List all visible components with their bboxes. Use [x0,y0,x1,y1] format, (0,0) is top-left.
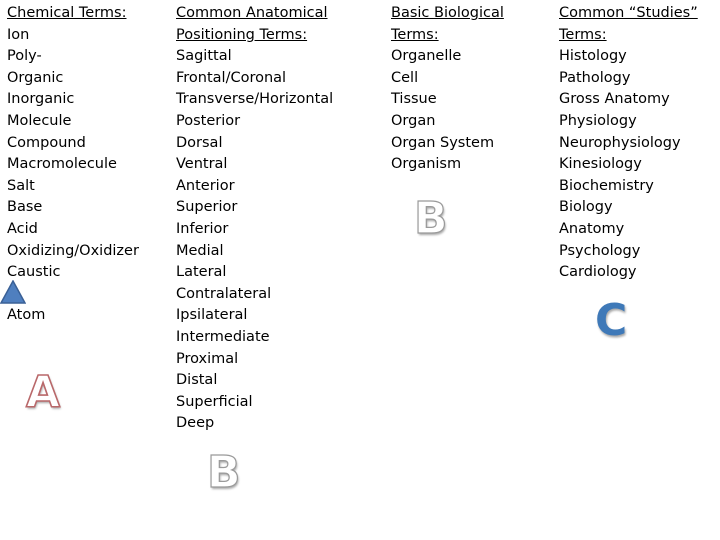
list-item: Medial [176,242,224,259]
list-item: Superior [176,199,238,216]
list-item: Inorganic [7,91,75,108]
list-item: Cell [391,69,419,86]
chemical-terms-column [7,3,139,327]
list-item: Tissue [391,91,437,108]
biological-terms-heading-line1: Basic Biological [391,5,504,21]
list-item: Biochemistry [559,177,654,194]
list-item: Posterior [176,112,241,129]
studies-terms-column [559,3,698,284]
list-item: Salt [7,177,35,194]
list-item: Molecule [7,112,72,129]
list-item: Superficial [176,393,253,410]
list-item: Pathology [559,69,631,86]
list-item: Organ [391,112,436,129]
list-gap [7,284,139,306]
anatomical-terms-column [176,3,333,435]
list-item: Physiology [559,112,637,129]
triangle-shape [1,281,25,303]
list-item: Proximal [176,350,239,367]
studies-terms-list [559,46,698,284]
list-item: Psychology [559,242,641,259]
list-item: Macromolecule [7,156,117,173]
anatomical-terms-heading-line2: Positioning Terms: [176,26,308,43]
anatomical-terms-heading-line1: Common Anatomical [176,5,328,21]
list-item: Transverse/Horizontal [176,91,334,108]
anatomical-terms-list [176,46,333,435]
triangle-icon [0,280,26,304]
letter-a-mark: A [26,367,61,418]
list-item: Distal [176,372,218,389]
list-item: Intermediate [176,328,270,345]
list-item: Ventral [176,156,228,173]
list-item: Inferior [176,220,229,237]
list-item: Caustic [7,264,61,281]
list-item: Organ System [391,134,495,151]
list-item: Organism [391,156,462,173]
list-item: Contralateral [176,285,272,302]
list-item: Poly- [7,48,42,65]
list-item: Frontal/Coronal [176,69,287,86]
list-item: Acid [7,220,38,237]
studies-terms-heading-line1: Common “Studies” [559,5,698,21]
list-item: Anatomy [559,220,625,237]
list-item: Kinesiology [559,156,642,173]
letter-c-mark: C [595,295,628,346]
list-item: Base [7,199,43,216]
biological-terms-list [391,46,504,176]
list-item: Deep [176,415,215,432]
biological-terms-column [391,3,504,176]
chemical-terms-list [7,25,139,327]
list-item: Compound [7,134,86,151]
list-item: Oxidizing/Oxidizer [7,242,139,259]
list-item: Ipsilateral [176,307,248,324]
list-item: Organelle [391,48,462,65]
letter-b-upper-mark: B [414,193,448,244]
list-item: Organic [7,69,64,86]
list-item: Histology [559,48,627,65]
chemical-terms-heading: Chemical Terms: [7,5,127,21]
list-item: Neurophysiology [559,134,681,151]
list-item: Biology [559,199,613,216]
list-item: Sagittal [176,48,232,65]
list-item: Cardiology [559,264,637,281]
list-item: Gross Anatomy [559,91,670,108]
list-item: Anterior [176,177,235,194]
studies-terms-heading-line2: Terms: [559,26,607,43]
biological-terms-heading-line2: Terms: [391,26,439,43]
list-item: Dorsal [176,134,223,151]
letter-b-lower-mark: B [207,447,241,498]
list-item: Ion [7,26,30,43]
list-item: Atom [7,307,46,324]
list-item: Lateral [176,264,227,281]
